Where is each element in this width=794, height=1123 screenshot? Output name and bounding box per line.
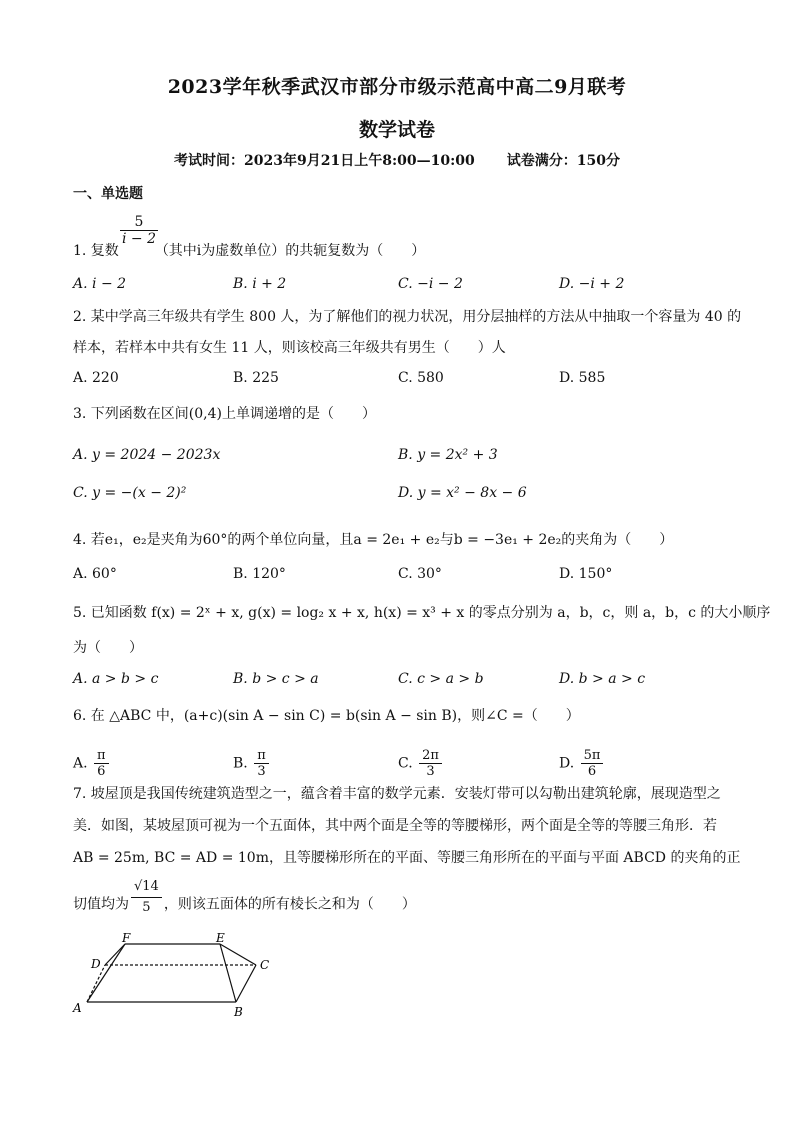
exam-score: 试卷满分：150分 [506,153,620,169]
q1-frac-den: i − 2 [122,231,157,247]
q6-a-num: π [94,748,109,764]
q5-option-d[interactable]: D. b > a > c [559,671,646,687]
q4-option-a[interactable]: A. 60° [73,566,117,582]
label-d: D [91,957,101,971]
q4-options [73,566,733,588]
section-heading: 一、单选题 [73,186,143,202]
q3-option-c[interactable]: C. y = −(x − 2)² [73,485,187,501]
q7-line-3: AB = 25m, BC = AD = 10m，且等腰梯形所在的平面、等腰三角形所在的平面与平面 ABCD 的夹角的正 [73,850,741,866]
q5-option-a[interactable]: A. a > b > c [73,671,159,687]
q1-options [73,276,733,298]
question-6: 6. 在 △ABC 中，(a+c)(sin A − sin C) = b(sin A − sin B)，则∠C =（ ） [73,708,580,724]
exam-title: 2023学年秋季武汉市部分市级示范高中高二9月联考 [167,76,627,98]
question-1 [73,241,425,261]
exam-time: 考试时间：2023年9月21日上午8:00—10:00 [174,153,475,169]
q2-options [73,370,733,392]
q3-options-row2 [73,485,733,507]
question-3: 3. 下列函数在区间(0,4)上单调递增的是（ ） [73,406,376,422]
q6-d-label: D. [559,755,575,772]
q7-line-4 [73,879,416,918]
q1-text: （其中i为虚数单位）的共轭复数为（ ） [154,243,426,259]
pentahedron-figure [70,932,285,1022]
q6-b-num: π [254,748,269,764]
q6-c-den: 3 [426,764,435,779]
q5-line-2: 为（ ） [73,640,143,656]
q3-options-row1 [73,447,733,469]
exam-subtitle: 数学试卷 [358,119,435,141]
q5-options [73,671,733,693]
q1-option-c[interactable]: C. −i − 2 [398,276,463,292]
label-c: C [260,958,270,972]
q1-option-b[interactable]: B. i + 2 [233,276,287,292]
q2-option-c[interactable]: C. 580 [398,370,444,386]
label-b: B [234,1005,243,1019]
q6-option-c[interactable] [398,748,444,779]
q6-b-den: 3 [257,764,266,779]
q4-option-d[interactable]: D. 150° [559,566,613,582]
q2-option-b[interactable]: B. 225 [233,370,279,386]
q6-d-den: 6 [587,764,597,779]
edge-eb [220,944,236,1002]
edge-fd [105,944,125,965]
label-a: A [73,1001,82,1015]
q5-line-1: 5. 已知函数 f(x) = 2ˣ + x, g(x) = log₂ x + x, h(x) = x³ + x 的零点分别为 a，b，c，则 a，b，c 的大小顺序 [73,605,771,621]
q1-frac-num: 5 [134,214,144,230]
q7-line-1: 7. 坡屋顶是我国传统建筑造型之一，蕴含着丰富的数学元素．安装灯带可以勾勒出建筑轮廓，展现造型之 [73,786,721,802]
q4-option-c[interactable]: C. 30° [398,566,442,582]
q2-line-1: 2. 某中学高三年级共有学生 800 人，为了解他们的视力状况，用分层抽样的方法从中抽取一个容量为 40 的 [73,309,742,325]
q2-option-a[interactable]: A. 220 [73,370,119,386]
q6-b-label: B. [233,755,248,772]
q6-c-label: C. [398,755,413,772]
q6-d-num: 5π [581,748,604,764]
label-f: F [122,932,131,945]
q5-option-b[interactable]: B. b > c > a [233,671,319,687]
q1-number: 1. 复数 [73,243,119,259]
label-e: E [216,932,225,945]
q6-options [73,740,733,780]
q6-option-a[interactable] [73,748,111,779]
edge-bc [236,965,256,1002]
q4-option-b[interactable]: B. 120° [233,566,286,582]
q6-option-b[interactable] [233,748,271,779]
q2-option-d[interactable]: D. 585 [559,370,606,386]
q6-a-den: 6 [97,764,106,779]
q7-line-4-post: ，则该五面体的所有棱长之和为（ ） [163,896,416,913]
q3-option-a[interactable]: A. y = 2024 − 2023x [73,447,221,463]
q3-option-b[interactable]: B. y = 2x² + 3 [398,447,498,463]
q5-option-c[interactable]: C. c > a > b [398,671,484,687]
exam-info [0,150,794,170]
q7-line-4-pre: 切值均为 [73,896,129,913]
q7-line-2: 美．如图，某坡屋顶可视为一个五面体，其中两个面是全等的等腰梯形，两个面是全等的等腰三角形．若 [73,818,717,834]
q6-c-num: 2π [419,748,442,764]
q1-option-d[interactable]: D. −i + 2 [559,276,625,292]
q3-option-d[interactable]: D. y = x² − 8x − 6 [398,485,527,501]
q7-frac-num: √14 [131,877,162,898]
q7-frac-den: 5 [142,900,151,915]
question-4: 4. 若e₁，e₂是夹角为60°的两个单位向量，且a = 2e₁ + e₂与b = −3e₁ + 2e₂的夹角为（ ） [73,532,674,548]
q1-option-a[interactable]: A. i − 2 [73,276,127,292]
q6-a-label: A. [73,755,88,772]
q2-line-2: 样本，若样本中共有女生 11 人，则该校高三年级共有男生（ ）人 [73,340,506,356]
edge-fa [87,944,125,1002]
q6-option-d[interactable] [559,748,605,779]
